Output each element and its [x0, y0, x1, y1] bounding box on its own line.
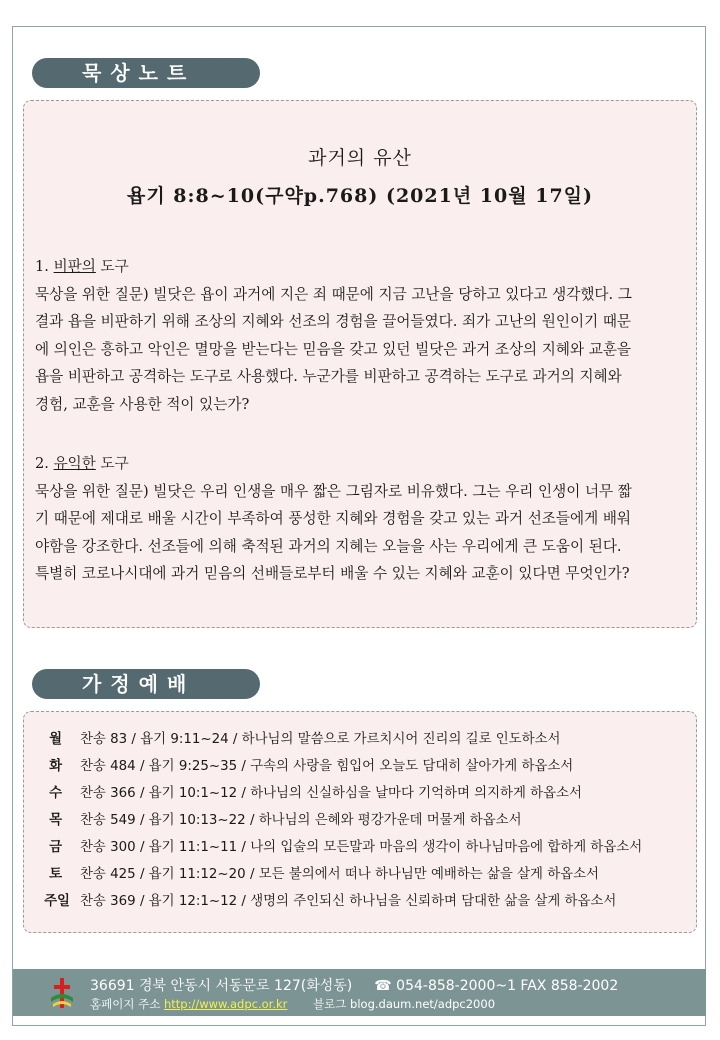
blog-label: 블로그 [313, 997, 347, 1011]
worship-day: 금 [49, 840, 62, 855]
worship-text: 찬송 549 / 욥기 10:13~22 / 하나님의 은혜와 평강가운데 머물게 하옵소서 [80, 813, 522, 828]
worship-day: 토 [49, 867, 62, 882]
worship-row-wed [24, 780, 696, 807]
section-1-line: 묵상을 위한 질문) 빌닷은 욥이 과거에 지은 죄 때문에 지금 고난을 당하고 있다고 생각했다. 그 [35, 285, 632, 303]
section-2-line: 야함을 강조한다. 선조들에 의해 축적된 과거의 지혜는 오늘을 사는 우리에게 큰 도움이 된다. [35, 537, 622, 555]
section-1-heading-rest: 도구 [95, 258, 129, 275]
section-2-line: 특별히 코로나시대에 과거 믿음의 선배들로부터 배울 수 있는 지혜와 교훈이 있다면 무엇인가? [35, 565, 630, 583]
section-2-heading-rest: 도구 [95, 455, 129, 472]
section-1-line: 에 의인은 흥하고 악인은 멸망을 받는다는 믿음을 갖고 있던 빌닷은 과거 조상의 지혜와 교훈을 [35, 340, 632, 358]
blog-link[interactable]: blog.daum.net/adpc2000 [350, 997, 496, 1011]
worship-row-thu [24, 807, 696, 834]
section-2-number: 2. [35, 455, 49, 472]
worship-day: 수 [49, 786, 62, 801]
worship-text: 찬송 369 / 욥기 12:1~12 / 생명의 주인되신 하나님을 신뢰하며 담대한 삶을 살게 하옵소서 [80, 894, 617, 909]
section-1-number: 1. [35, 258, 49, 275]
family-worship-box [23, 711, 697, 933]
scripture-reference: 욥기 8:8~10(구약p.768) (2021년 10월 17일) [126, 185, 594, 207]
section-2-heading-underlined: 유익한 [53, 455, 96, 472]
footer-address: 36691 경북 안동시 서동문로 127(화성동) [90, 978, 353, 994]
section-2-line: 기 때문에 제대로 배울 시간이 부족하여 풍성한 지혜와 경험을 갖고 있는 과거 선조들에게 배워 [35, 510, 632, 528]
worship-row-mon [24, 726, 696, 753]
section-1-line: 욥을 비판하고 공격하는 도구로 사용했다. 누군가를 비판하고 공격하는 도구로 과거의 지혜와 [35, 368, 622, 386]
section-2-line: 묵상을 위한 질문) 빌닷은 우리 인생을 매우 짧은 그림자로 비유했다. 그는 우리 인생이 너무 짧 [35, 482, 632, 500]
meditation-box [23, 100, 697, 628]
footer-phone: ☎ 054-858-2000~1 FAX 858-2002 [374, 978, 619, 994]
worship-row-tue [24, 753, 696, 780]
footer-links-line [90, 996, 495, 1012]
worship-row-sun [24, 888, 696, 915]
worship-day: 목 [49, 813, 62, 828]
worship-day: 주일 [44, 894, 70, 909]
homepage-link[interactable]: http://www.adpc.or.kr [163, 997, 288, 1011]
worship-text: 찬송 366 / 욥기 10:1~12 / 하나님의 신실하심을 날마다 기억하며 의지하게 하옵소서 [80, 786, 582, 801]
meditation-title: 과거의 유산 [308, 147, 412, 169]
worship-text: 찬송 83 / 욥기 9:11~24 / 하나님의 말씀으로 가르치시어 진리의 길로 인도하소서 [80, 732, 561, 747]
section-1-line: 경험, 교훈을 사용한 적이 있는가? [35, 395, 250, 413]
section-1-heading [35, 253, 687, 281]
section-2 [35, 450, 687, 588]
footer-bar [13, 969, 706, 1016]
worship-row-sat [24, 861, 696, 888]
meditation-tab: 묵상노트 [32, 58, 260, 88]
worship-text: 찬송 484 / 욥기 9:25~35 / 구속의 사랑을 힘입어 오늘도 담대히 살아가게 하옵소서 [80, 759, 574, 774]
church-logo-icon [49, 976, 75, 1010]
footer-address-line [90, 975, 618, 995]
worship-row-fri [24, 834, 696, 861]
worship-day: 월 [49, 732, 62, 747]
family-worship-tab: 가정예배 [32, 669, 260, 699]
worship-text: 찬송 425 / 욥기 11:12~20 / 모든 불의에서 떠나 하나님만 예배하는 삶을 살게 하옵소서 [80, 867, 599, 882]
worship-day: 화 [49, 759, 62, 774]
section-1-heading-underlined: 비판의 [53, 258, 96, 275]
section-2-heading [35, 450, 687, 478]
homepage-label: 홈페이지 주소 [90, 997, 161, 1011]
section-1-line: 결과 욥을 비판하기 위해 조상의 지혜와 선조의 경험을 끌어들였다. 죄가 고난의 원인이기 때문 [35, 313, 632, 331]
section-1 [35, 253, 687, 419]
worship-text: 찬송 300 / 욥기 11:1~11 / 나의 입술의 모든말과 마음의 생각이 하나님마음에 합하게 하옵소서 [80, 840, 643, 855]
